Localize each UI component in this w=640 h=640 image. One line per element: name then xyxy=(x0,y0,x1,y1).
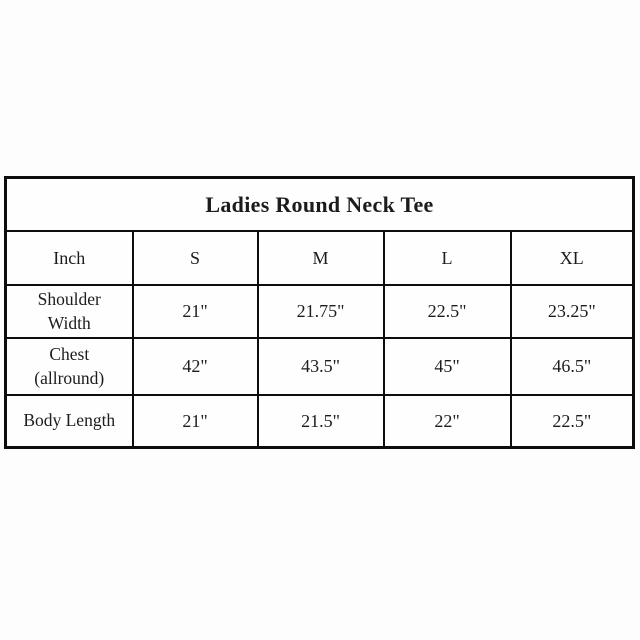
value-chest-m: 43.5" xyxy=(258,338,384,395)
value-shoulder-width-s: 21" xyxy=(133,285,258,338)
value-shoulder-width-l: 22.5" xyxy=(384,285,511,338)
value-shoulder-width-xl: 23.25" xyxy=(511,285,634,338)
column-header-l: L xyxy=(384,231,511,285)
table-header-row xyxy=(6,231,634,285)
table-title: Ladies Round Neck Tee xyxy=(6,178,634,232)
size-chart-table xyxy=(4,176,635,449)
value-body-length-l: 22" xyxy=(384,395,511,448)
row-label-text: Shoulder Width xyxy=(37,288,101,333)
row-label-text: Body Length xyxy=(23,410,116,431)
value-body-length-s: 21" xyxy=(133,395,258,448)
value-chest-xl: 46.5" xyxy=(511,338,634,395)
value-chest-l: 45" xyxy=(384,338,511,395)
column-header-xl: XL xyxy=(511,231,634,285)
table-row-shoulder-width xyxy=(6,285,634,338)
row-label-body-length xyxy=(6,395,133,448)
value-body-length-m: 21.5" xyxy=(258,395,384,448)
column-header-inch: Inch xyxy=(6,231,133,285)
row-label-chest xyxy=(6,338,133,395)
column-header-m: M xyxy=(258,231,384,285)
value-body-length-xl: 22.5" xyxy=(511,395,634,448)
value-shoulder-width-m: 21.75" xyxy=(258,285,384,338)
row-label-shoulder-width xyxy=(6,285,133,338)
table-title-row xyxy=(6,178,634,232)
row-label-text: Chest (allround) xyxy=(34,343,105,388)
value-chest-s: 42" xyxy=(133,338,258,395)
column-header-s: S xyxy=(133,231,258,285)
table-row-chest xyxy=(6,338,634,395)
table-row-body-length xyxy=(6,395,634,448)
